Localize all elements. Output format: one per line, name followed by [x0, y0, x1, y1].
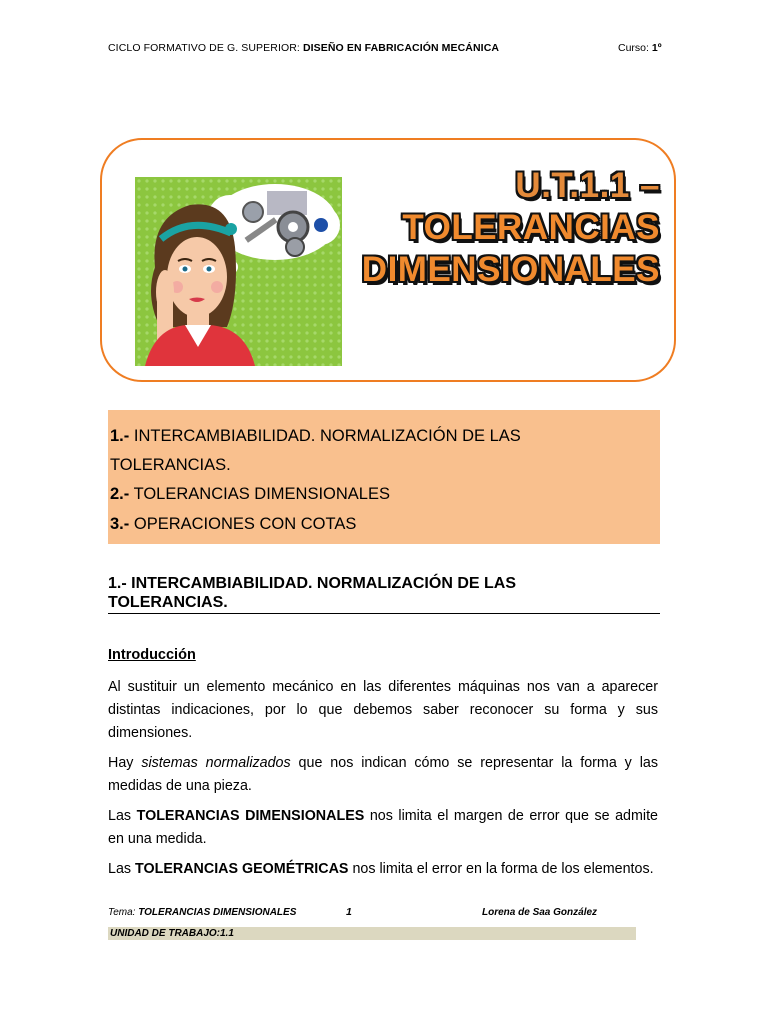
header-course [618, 42, 662, 54]
paragraph-3-pre: Las [108, 808, 132, 824]
index-item-2 [110, 485, 390, 504]
paragraph-3-bold: TOLERANCIAS DIMENSIONALES [136, 808, 365, 824]
footer-unit: UNIDAD DE TRABAJO:1.1 [110, 928, 234, 939]
paragraph-2-post: que nos indican cómo se representar la forma y las [298, 755, 658, 771]
index-item-1 [110, 427, 521, 446]
section-heading-line-2: TOLERANCIAS. [108, 594, 228, 611]
header-course-label: Curso: [618, 42, 649, 54]
paragraph-3-line-2: en una medida. [108, 831, 207, 847]
paragraph-1-line-1: Al sustituir un elemento mecánico en las diferentes máquinas nos van a aparecer [108, 679, 658, 695]
header-cycle-label: CICLO FORMATIVO DE G. SUPERIOR: [108, 42, 300, 54]
thinking-woman-illustration [135, 177, 342, 366]
header-cycle [108, 42, 499, 54]
index-item-2-number: 2.- [110, 485, 130, 503]
index-item-1-text: INTERCAMBIABILIDAD. NORMALIZACIÓN DE LAS [133, 427, 521, 445]
paragraph-2 [108, 752, 658, 798]
header-cycle-name: DISEÑO EN FABRICACIÓN MECÁNICA [302, 42, 500, 54]
paragraph-3 [108, 805, 658, 851]
index-item-2-text: TOLERANCIAS DIMENSIONALES [133, 485, 390, 503]
paragraph-3-post: nos limita el margen de error que se admite [369, 808, 658, 824]
title-line-1: U.T.1.1 – [515, 166, 660, 205]
paragraph-4 [108, 858, 658, 881]
footer-page-number: 1 [346, 906, 352, 918]
index-item-3 [110, 515, 356, 534]
paragraph-4-bold: TOLERANCIAS GEOMÉTRICAS [135, 861, 349, 877]
header-course-value: 1º [651, 42, 662, 54]
paragraph-4-pre: Las [108, 861, 132, 877]
footer-tema [108, 907, 296, 918]
subsection-title: Introducción [108, 647, 196, 663]
paragraph-1-line-2: distintas indicaciones, por lo que debemos saber reconocer su forma y sus [108, 702, 658, 718]
title-line-2: TOLERANCIAS [402, 208, 660, 247]
paragraph-2-line-1 [108, 752, 658, 775]
title-line-3: DIMENSIONALES [361, 250, 660, 289]
paragraph-2-emphasis: sistemas normalizados [141, 755, 291, 771]
index-item-1-cont [110, 456, 231, 475]
paragraph-2-line-2: medidas de una pieza. [108, 778, 252, 794]
section-heading-line-1: 1.- INTERCAMBIABILIDAD. NORMALIZACIÓN DE LAS [108, 575, 516, 592]
section-heading [108, 574, 660, 614]
paragraph-4-post: nos limita el error en la forma de los elementos. [352, 861, 654, 877]
index-item-3-number: 3.- [110, 515, 130, 533]
footer-tema-label: Tema: [108, 907, 136, 918]
footer-author: Lorena de Saa González [482, 907, 598, 918]
paragraph-2-pre: Hay [108, 755, 134, 771]
index-item-1-number: 1.- [110, 427, 130, 445]
paragraph-1 [108, 676, 658, 745]
footer-tema-value: TOLERANCIAS DIMENSIONALES [138, 907, 297, 918]
index-item-3-text: OPERACIONES CON COTAS [133, 515, 357, 533]
paragraph-1-line-3: dimensiones. [108, 725, 193, 741]
paragraph-3-line-1 [108, 805, 658, 828]
index-item-1-text-cont: TOLERANCIAS. [110, 456, 231, 474]
